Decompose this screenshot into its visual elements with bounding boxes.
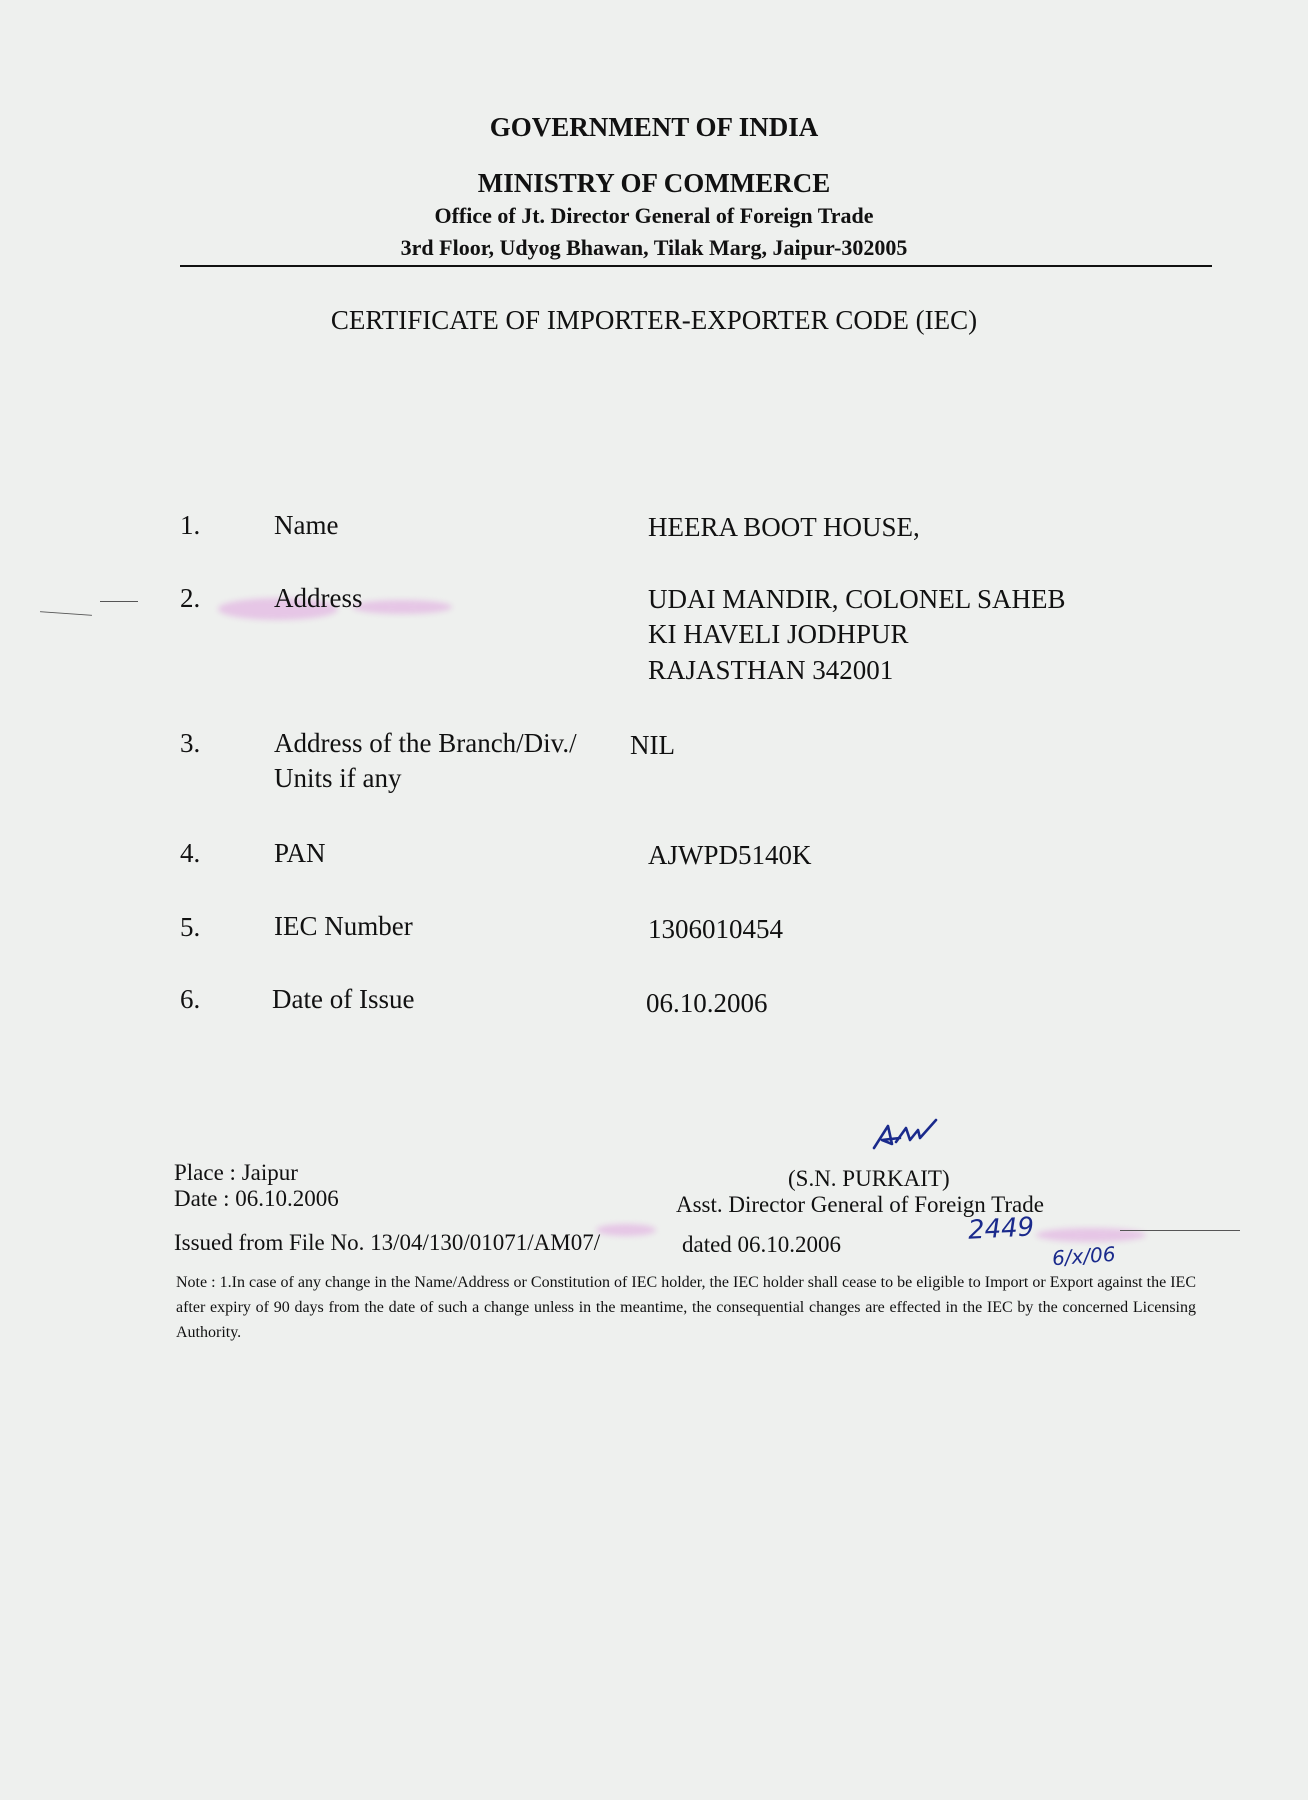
field-2-number: 2.	[180, 583, 201, 613]
field-4-label: PAN	[274, 838, 326, 868]
field-3-number: 3.	[180, 728, 201, 758]
handwritten-number: 2449	[967, 1212, 1035, 1246]
field-1-label: Name	[274, 510, 339, 540]
certificate-title: CERTIFICATE OF IMPORTER-EXPORTER CODE (IEC)	[330, 305, 978, 335]
field-2-label: Address	[274, 583, 363, 613]
field-3-value: NIL	[630, 730, 675, 760]
field-6-label: Date of Issue	[272, 984, 415, 1014]
margin-mark	[1120, 1230, 1240, 1231]
header-rule	[180, 265, 1212, 267]
dated-text: dated 06.10.2006	[682, 1232, 842, 1257]
note-text: Note : 1.In case of any change in the Name/Address or Constitution of IEC holder, the IEC holder shall cease to be eligible to Import or Export against the IEC after expiry of 90 days from the date of such a change unless in the meantime, the consequential changes are effected in the IEC by the concerned Licensing Authority.	[176, 1274, 1196, 1341]
margin-mark	[40, 611, 92, 616]
margin-mark	[100, 601, 138, 602]
field-6-number: 6.	[180, 984, 201, 1014]
handwritten-date: 6/x/06	[1051, 1241, 1117, 1271]
office-heading: Office of Jt. Director General of Foreign Trade	[434, 203, 874, 228]
field-3-label-line-1: Address of the Branch/Div./	[274, 728, 577, 758]
field-5-label: IEC Number	[274, 911, 413, 941]
field-6-value: 06.10.2006	[646, 988, 768, 1018]
field-5-number: 5.	[180, 912, 201, 942]
file-number: Issued from File No. 13/04/130/01071/AM07/	[174, 1230, 601, 1255]
field-4-value: AJWPD5140K	[648, 840, 812, 870]
field-3-label-line-2: Units if any	[274, 763, 402, 793]
signatory-name: (S.N. PURKAIT)	[788, 1166, 950, 1191]
signature-icon	[870, 1118, 940, 1154]
ink-stain	[352, 600, 452, 614]
ministry-heading: MINISTRY OF COMMERCE	[477, 168, 831, 198]
signatory-title: Asst. Director General of Foreign Trade	[676, 1192, 1044, 1217]
place-text: Place : Jaipur	[174, 1160, 298, 1185]
ink-stain	[596, 1224, 656, 1236]
field-2-value-line-3: RAJASTHAN 342001	[648, 655, 894, 685]
field-2-value-line-2: KI HAVELI JODHPUR	[648, 619, 909, 649]
government-heading: GOVERNMENT OF INDIA	[489, 112, 819, 142]
field-1-value: HEERA BOOT HOUSE,	[648, 512, 920, 542]
office-address: 3rd Floor, Udyog Bhawan, Tilak Marg, Jaipur-302005	[400, 235, 908, 260]
field-2-value-line-1: UDAI MANDIR, COLONEL SAHEB	[648, 584, 1066, 614]
field-4-number: 4.	[180, 838, 201, 868]
field-5-value: 1306010454	[648, 914, 783, 944]
field-1-number: 1.	[180, 510, 201, 540]
date-text: Date : 06.10.2006	[174, 1186, 339, 1211]
